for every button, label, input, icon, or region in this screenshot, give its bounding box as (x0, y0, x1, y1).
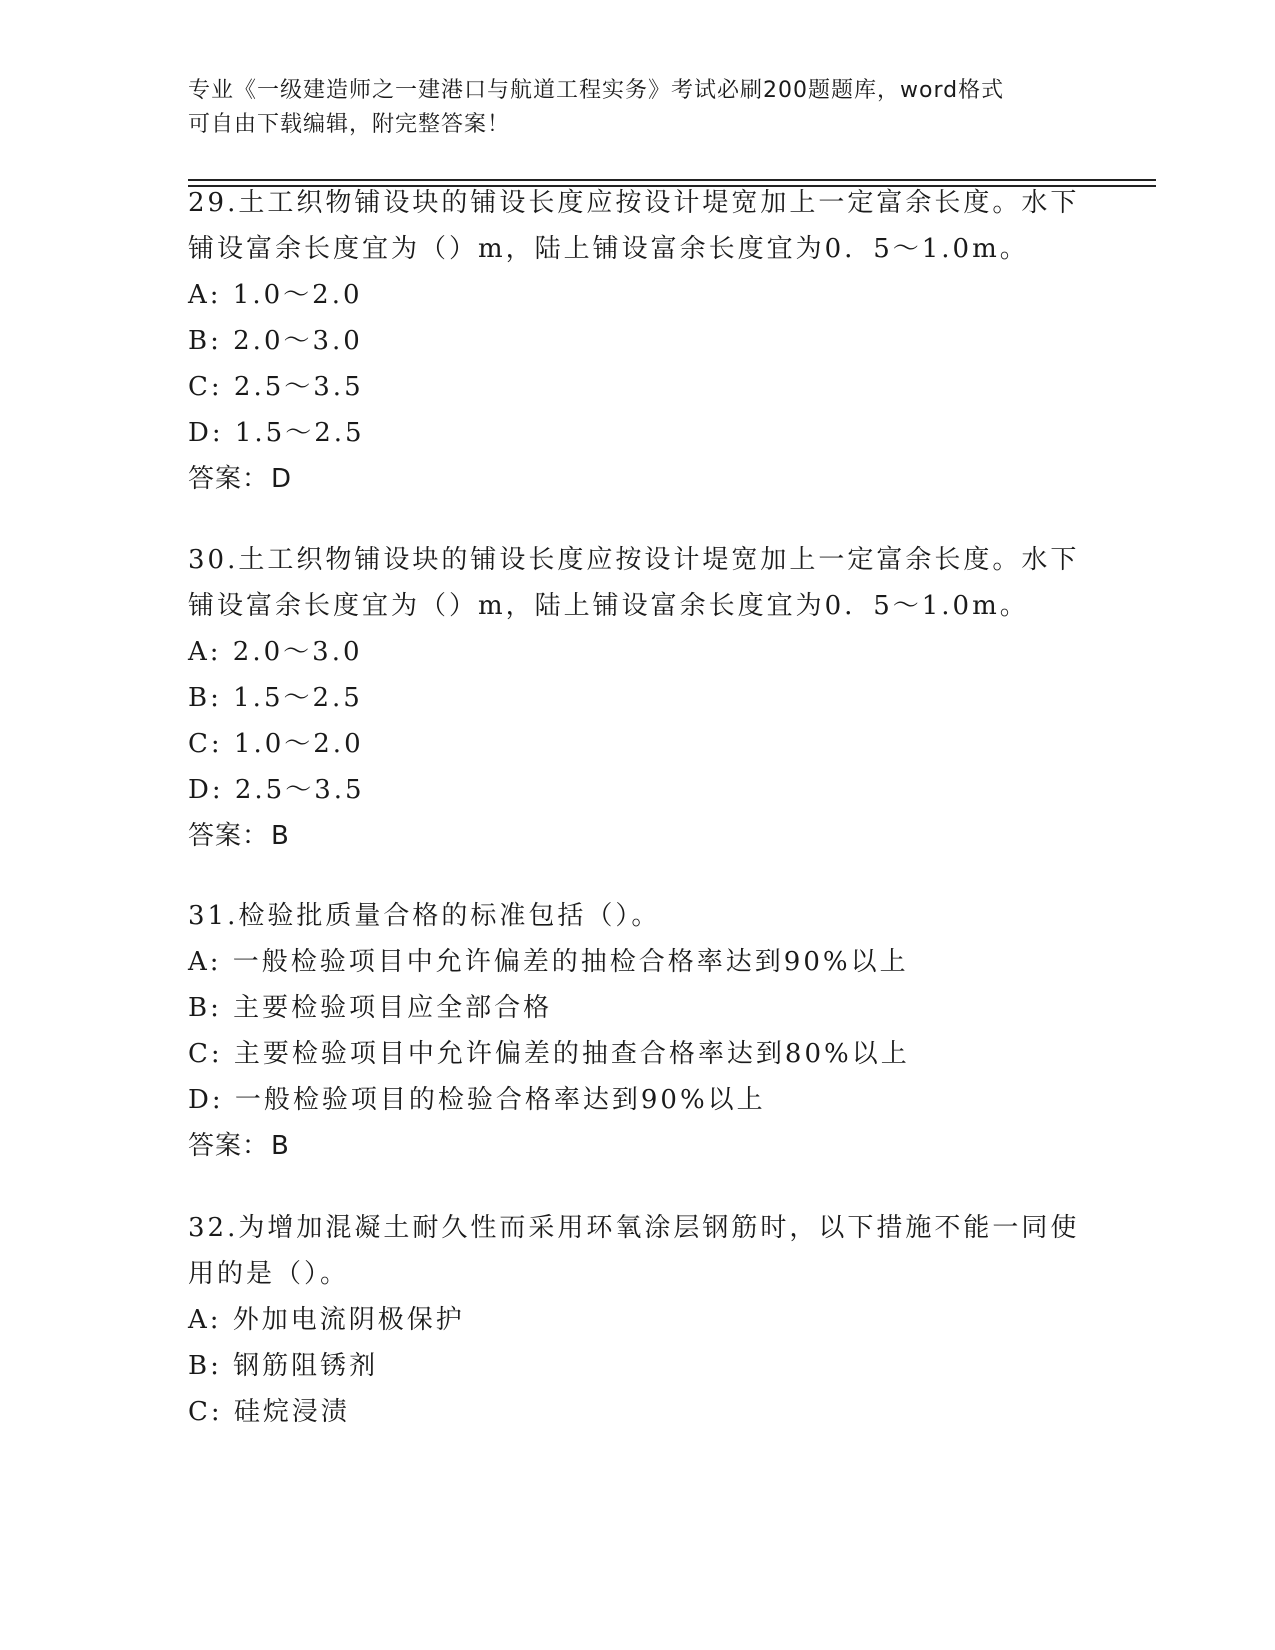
option-b: B: 钢筋阻锈剂 (188, 1351, 379, 1381)
option-a: A: 1.0～2.0 (188, 280, 363, 310)
answer-label: 答案： (188, 821, 270, 851)
option-b: B: 2.0～3.0 (188, 326, 363, 356)
option-c: C: 硅烷浸渍 (188, 1397, 350, 1427)
option-b: B: 1.5～2.5 (188, 683, 363, 713)
question-32 (188, 1205, 1088, 1435)
header-line-2: 可自由下载编辑，附完整答案！ (188, 112, 511, 137)
question-31 (188, 893, 1088, 1169)
answer (188, 813, 1088, 859)
option-d: D: 1.5～2.5 (188, 418, 365, 448)
option-c: C: 1.0～2.0 (188, 729, 364, 759)
question-stem-line: 31.检验批质量合格的标准包括（）。 (188, 901, 661, 931)
question-30 (188, 537, 1088, 859)
option-a: A: 2.0～3.0 (188, 637, 363, 667)
option-b: B: 主要检验项目应全部合格 (188, 993, 553, 1023)
answer (188, 1123, 1088, 1169)
question-29 (188, 180, 1088, 502)
answer-value: D (271, 464, 293, 494)
header-line-1: 专业《一级建造师之一建港口与航道工程实务》考试必刷200题题库，word格式 (188, 78, 1005, 103)
document-header (188, 74, 1088, 142)
option-d: D: 一般检验项目的检验合格率达到90%以上 (188, 1085, 766, 1115)
question-stem-line: 铺设富余长度宜为（）m，陆上铺设富余长度宜为0．5～1.0m。 (188, 234, 1029, 264)
answer-label: 答案： (188, 464, 270, 494)
option-a: A: 外加电流阴极保护 (188, 1305, 465, 1335)
answer-value: B (271, 821, 290, 851)
answer-label: 答案： (188, 1131, 270, 1161)
question-stem-line: 30.土工织物铺设块的铺设长度应按设计堤宽加上一定富余长度。水下 (188, 545, 1080, 575)
question-stem-line: 32.为增加混凝土耐久性而采用环氧涂层钢筋时，以下措施不能一同使 (188, 1213, 1080, 1243)
question-stem-line: 29.土工织物铺设块的铺设长度应按设计堤宽加上一定富余长度。水下 (188, 188, 1080, 218)
option-a: A: 一般检验项目中允许偏差的抽检合格率达到90%以上 (188, 947, 909, 977)
answer-value: B (271, 1131, 290, 1161)
option-c: C: 2.5～3.5 (188, 372, 364, 402)
option-d: D: 2.5～3.5 (188, 775, 365, 805)
question-stem-line: 铺设富余长度宜为（）m，陆上铺设富余长度宜为0．5～1.0m。 (188, 591, 1029, 621)
answer (188, 456, 1088, 502)
question-stem-line: 用的是（）。 (188, 1259, 350, 1289)
option-c: C: 主要检验项目中允许偏差的抽查合格率达到80%以上 (188, 1039, 910, 1069)
